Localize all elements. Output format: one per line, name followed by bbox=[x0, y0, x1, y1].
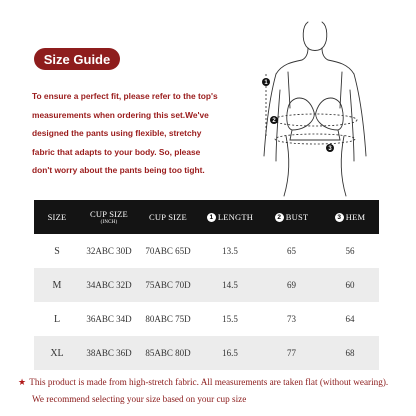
marker-2-label: 2 bbox=[272, 118, 276, 125]
number-3-icon: 3 bbox=[335, 213, 344, 222]
note-line-1: ★ This product is made from high-stretch fabric. All measurements are taken flat (without wearing). bbox=[18, 377, 389, 387]
header-size: SIZE bbox=[34, 200, 80, 234]
table-row bbox=[34, 268, 379, 302]
cell-size: S bbox=[34, 234, 80, 268]
body-measurement-illustration bbox=[250, 16, 390, 206]
intro-line: To ensure a perfect fit, please refer to the top's bbox=[32, 91, 218, 101]
header-cup-size-inch: CUP SIZE (INCH) bbox=[80, 200, 138, 234]
cell-hem: 68 bbox=[321, 336, 379, 370]
cell-size: XL bbox=[34, 336, 80, 370]
table-row bbox=[34, 234, 379, 268]
table-header-row bbox=[34, 200, 379, 234]
header-length: 1 LENGTH bbox=[198, 200, 262, 234]
cell-length: 16.5 bbox=[198, 336, 262, 370]
fabric-note bbox=[18, 374, 410, 408]
size-guide-title: Size Guide bbox=[43, 51, 111, 67]
table-row bbox=[34, 302, 379, 336]
cell-length: 13.5 bbox=[198, 234, 262, 268]
cell-size: L bbox=[34, 302, 80, 336]
intro-line: fabric that adapts to your body. So, please bbox=[32, 146, 201, 157]
cell-bust: 73 bbox=[262, 302, 321, 336]
intro-line: measurements when ordering this set.We've bbox=[32, 109, 209, 120]
header-bust: 2 BUST bbox=[262, 200, 321, 234]
table-row bbox=[34, 336, 379, 370]
intro-line: designed the pants using flexible, stretchy bbox=[32, 128, 202, 138]
header-cup-size: CUP SIZE bbox=[138, 200, 198, 234]
note-line-2: We recommend selecting your size based on your cup size bbox=[32, 394, 247, 404]
cell-bust: 77 bbox=[262, 336, 321, 370]
cell-cup-inch: 38ABC 36D bbox=[80, 336, 138, 370]
number-2-icon: 2 bbox=[275, 213, 284, 222]
cell-hem: 60 bbox=[321, 268, 379, 302]
marker-3-label: 3 bbox=[328, 146, 332, 153]
cell-bust: 65 bbox=[262, 234, 321, 268]
cell-cup: 70ABC 65D bbox=[138, 234, 198, 268]
star-icon: ★ bbox=[18, 377, 27, 387]
intro-line: don't worry about the pants being too tight. bbox=[32, 165, 205, 175]
cell-cup-inch: 36ABC 34D bbox=[80, 302, 138, 336]
cell-length: 14.5 bbox=[198, 268, 262, 302]
cell-cup: 85ABC 80D bbox=[138, 336, 198, 370]
cell-length: 15.5 bbox=[198, 302, 262, 336]
size-table bbox=[34, 200, 379, 370]
cell-hem: 56 bbox=[321, 234, 379, 268]
cell-hem: 64 bbox=[321, 302, 379, 336]
cell-cup-inch: 34ABC 32D bbox=[80, 268, 138, 302]
cell-cup-inch: 32ABC 30D bbox=[80, 234, 138, 268]
cell-size: M bbox=[34, 268, 80, 302]
size-guide-badge bbox=[34, 48, 120, 70]
intro-text bbox=[32, 87, 268, 180]
cell-bust: 69 bbox=[262, 268, 321, 302]
number-1-icon: 1 bbox=[207, 213, 216, 222]
header-hem: 3 HEM bbox=[321, 200, 379, 234]
cell-cup: 75ABC 70D bbox=[138, 268, 198, 302]
marker-1-label: 1 bbox=[264, 80, 268, 87]
cell-cup: 80ABC 75D bbox=[138, 302, 198, 336]
